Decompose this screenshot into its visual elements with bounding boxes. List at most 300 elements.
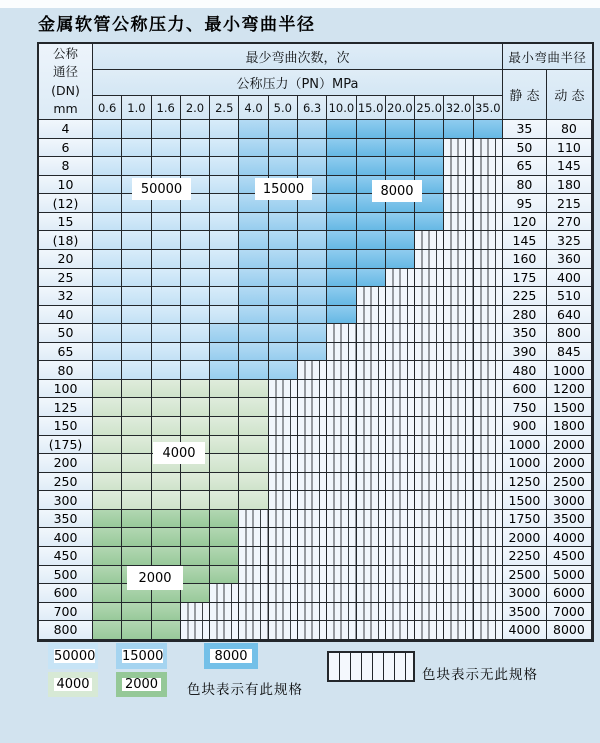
spec-cell bbox=[93, 176, 122, 195]
legend-swatch-8000 bbox=[204, 643, 258, 669]
spec-cell bbox=[93, 584, 122, 603]
spec-cell bbox=[181, 139, 210, 158]
no-spec-cell bbox=[386, 621, 415, 640]
no-spec-cell bbox=[386, 454, 415, 473]
no-spec-cell bbox=[239, 584, 268, 603]
spec-cell bbox=[93, 603, 122, 622]
spec-cell bbox=[386, 250, 415, 269]
legend-swatch-label: 8000 bbox=[210, 649, 252, 663]
spec-cell bbox=[122, 343, 151, 362]
dynamic-radius-cell: 4500 bbox=[547, 547, 592, 566]
no-spec-cell bbox=[269, 417, 298, 436]
static-radius-cell: 1000 bbox=[503, 454, 547, 473]
spec-cell bbox=[93, 287, 122, 306]
spec-cell bbox=[122, 510, 151, 529]
static-radius-cell: 160 bbox=[503, 250, 547, 269]
no-spec-cell bbox=[474, 584, 503, 603]
spec-cell bbox=[386, 194, 415, 213]
dynamic-radius-cell: 3000 bbox=[547, 491, 592, 510]
no-spec-cell bbox=[327, 380, 356, 399]
no-spec-cell bbox=[386, 566, 415, 585]
no-spec-cell bbox=[474, 176, 503, 195]
spec-cell bbox=[357, 213, 386, 232]
spec-cell bbox=[327, 306, 356, 325]
spec-cell bbox=[210, 194, 239, 213]
no-spec-cell bbox=[415, 436, 444, 455]
dn-cell: 350 bbox=[39, 510, 93, 529]
no-spec-cell bbox=[415, 231, 444, 250]
dynamic-radius-cell: 6000 bbox=[547, 584, 592, 603]
no-spec-cell bbox=[357, 306, 386, 325]
spec-cell bbox=[181, 287, 210, 306]
no-spec-cell bbox=[269, 584, 298, 603]
dynamic-radius-cell: 4000 bbox=[547, 528, 592, 547]
spec-cell bbox=[239, 250, 268, 269]
spec-cell bbox=[239, 417, 268, 436]
spec-cell bbox=[93, 157, 122, 176]
pressure-value-6.3: 6.3 bbox=[298, 96, 327, 120]
dn-cell: 500 bbox=[39, 566, 93, 585]
spec-cell bbox=[415, 139, 444, 158]
spec-cell bbox=[93, 380, 122, 399]
spec-cell bbox=[357, 194, 386, 213]
spec-cell bbox=[298, 231, 327, 250]
spec-cell bbox=[239, 176, 268, 195]
spec-cell bbox=[181, 547, 210, 566]
dynamic-radius-cell: 1000 bbox=[547, 361, 592, 380]
no-spec-cell bbox=[444, 436, 473, 455]
spec-cell bbox=[152, 269, 181, 288]
page-title: 金属软管公称压力、最小弯曲半径 bbox=[38, 15, 316, 35]
spec-cell bbox=[327, 287, 356, 306]
spec-cell bbox=[122, 454, 151, 473]
spec-cell bbox=[122, 603, 151, 622]
pressure-value-1.0: 1.0 bbox=[122, 96, 151, 120]
spec-cell bbox=[474, 120, 503, 139]
spec-cell bbox=[269, 343, 298, 362]
no-spec-cell bbox=[474, 194, 503, 213]
no-spec-cell bbox=[269, 398, 298, 417]
pressure-value-20.0: 20.0 bbox=[386, 96, 415, 120]
no-spec-cell bbox=[474, 566, 503, 585]
spec-cell bbox=[181, 176, 210, 195]
spec-cell bbox=[386, 213, 415, 232]
no-spec-cell bbox=[298, 454, 327, 473]
spec-cell bbox=[122, 213, 151, 232]
dn-cell: 150 bbox=[39, 417, 93, 436]
static-radius-cell: 1250 bbox=[503, 473, 547, 492]
spec-cell bbox=[327, 250, 356, 269]
no-spec-cell bbox=[444, 417, 473, 436]
pressure-value-2.0: 2.0 bbox=[181, 96, 210, 120]
static-radius-cell: 1000 bbox=[503, 436, 547, 455]
static-radius-cell: 2250 bbox=[503, 547, 547, 566]
spec-cell bbox=[210, 566, 239, 585]
dn-header-line: (DN) bbox=[51, 82, 80, 98]
spec-cell bbox=[122, 361, 151, 380]
spec-cell bbox=[239, 361, 268, 380]
no-spec-cell bbox=[327, 603, 356, 622]
spec-cell bbox=[122, 528, 151, 547]
spec-cell bbox=[269, 269, 298, 288]
spec-cell bbox=[386, 157, 415, 176]
spec-cell bbox=[269, 157, 298, 176]
static-radius-cell: 225 bbox=[503, 287, 547, 306]
spec-cell bbox=[239, 139, 268, 158]
static-radius-cell: 1500 bbox=[503, 491, 547, 510]
no-spec-cell bbox=[474, 287, 503, 306]
spec-cell bbox=[152, 584, 181, 603]
dn-cell: 10 bbox=[39, 176, 93, 195]
spec-cell bbox=[152, 417, 181, 436]
no-spec-cell bbox=[269, 473, 298, 492]
spec-cell bbox=[181, 213, 210, 232]
no-spec-cell bbox=[298, 380, 327, 399]
static-radius-cell: 390 bbox=[503, 343, 547, 362]
spec-cell bbox=[239, 157, 268, 176]
table-body bbox=[39, 120, 592, 640]
dynamic-radius-cell: 1500 bbox=[547, 398, 592, 417]
static-radius-cell: 4000 bbox=[503, 621, 547, 640]
dn-cell: 25 bbox=[39, 269, 93, 288]
spec-cell bbox=[415, 157, 444, 176]
no-spec-cell bbox=[357, 454, 386, 473]
no-spec-cell bbox=[357, 473, 386, 492]
dynamic-radius-cell: 215 bbox=[547, 194, 592, 213]
no-spec-cell bbox=[239, 528, 268, 547]
no-spec-cell bbox=[474, 473, 503, 492]
spec-cell bbox=[298, 120, 327, 139]
spec-cell bbox=[93, 139, 122, 158]
spec-cell bbox=[239, 306, 268, 325]
spec-cell bbox=[93, 194, 122, 213]
spec-cell bbox=[210, 231, 239, 250]
spec-cell bbox=[181, 584, 210, 603]
spec-cell bbox=[93, 324, 122, 343]
spec-cell bbox=[181, 398, 210, 417]
static-radius-cell: 95 bbox=[503, 194, 547, 213]
no-spec-cell bbox=[474, 491, 503, 510]
no-spec-cell bbox=[181, 621, 210, 640]
no-spec-cell bbox=[386, 269, 415, 288]
dynamic-radius-cell: 640 bbox=[547, 306, 592, 325]
no-spec-cell bbox=[444, 306, 473, 325]
no-spec-cell bbox=[386, 287, 415, 306]
pressure-value-25.0: 25.0 bbox=[415, 96, 444, 120]
spec-cell bbox=[152, 194, 181, 213]
dn-cell: 20 bbox=[39, 250, 93, 269]
no-spec-cell bbox=[474, 417, 503, 436]
no-spec-cell bbox=[386, 361, 415, 380]
spec-cell bbox=[210, 287, 239, 306]
static-radius-cell: 2000 bbox=[503, 528, 547, 547]
static-radius-cell: 175 bbox=[503, 269, 547, 288]
no-spec-cell bbox=[386, 473, 415, 492]
no-spec-cell bbox=[444, 250, 473, 269]
spec-cell bbox=[122, 584, 151, 603]
spec-cell bbox=[210, 454, 239, 473]
spec-cell bbox=[152, 250, 181, 269]
spec-cell bbox=[122, 176, 151, 195]
spec-cell bbox=[152, 510, 181, 529]
dynamic-radius-cell: 8000 bbox=[547, 621, 592, 640]
dynamic-radius-cell: 510 bbox=[547, 287, 592, 306]
dn-header-line: 通径 bbox=[52, 64, 78, 80]
no-spec-cell bbox=[269, 380, 298, 399]
no-spec-cell bbox=[269, 603, 298, 622]
no-spec-cell bbox=[474, 361, 503, 380]
no-spec-cell bbox=[298, 361, 327, 380]
spec-cell bbox=[122, 547, 151, 566]
spec-cell bbox=[181, 120, 210, 139]
spec-cell bbox=[181, 436, 210, 455]
spec-cell bbox=[327, 176, 356, 195]
dn-cell: 65 bbox=[39, 343, 93, 362]
spec-cell bbox=[210, 176, 239, 195]
spec-cell bbox=[269, 194, 298, 213]
spec-cell bbox=[122, 621, 151, 640]
no-spec-cell bbox=[327, 528, 356, 547]
spec-cell bbox=[122, 491, 151, 510]
no-spec-cell bbox=[386, 380, 415, 399]
spec-cell bbox=[327, 269, 356, 288]
spec-cell bbox=[93, 120, 122, 139]
pressure-value-0.6: 0.6 bbox=[93, 96, 122, 120]
no-spec-cell bbox=[415, 343, 444, 362]
dn-column-header bbox=[39, 44, 93, 120]
spec-cell bbox=[93, 417, 122, 436]
spec-cell bbox=[93, 528, 122, 547]
no-spec-cell bbox=[474, 139, 503, 158]
no-spec-cell bbox=[327, 491, 356, 510]
spec-cell bbox=[122, 120, 151, 139]
no-spec-cell bbox=[444, 139, 473, 158]
spec-cell bbox=[298, 306, 327, 325]
no-spec-cell bbox=[357, 324, 386, 343]
no-spec-cell bbox=[386, 324, 415, 343]
no-spec-cell bbox=[269, 547, 298, 566]
spec-cell bbox=[210, 436, 239, 455]
spec-cell bbox=[181, 343, 210, 362]
dn-cell: 100 bbox=[39, 380, 93, 399]
no-spec-cell bbox=[357, 584, 386, 603]
static-radius-cell: 350 bbox=[503, 324, 547, 343]
no-spec-cell bbox=[444, 454, 473, 473]
spec-cell bbox=[122, 473, 151, 492]
no-spec-cell bbox=[415, 454, 444, 473]
spec-cell bbox=[93, 250, 122, 269]
no-spec-cell bbox=[210, 603, 239, 622]
spec-cell bbox=[269, 139, 298, 158]
spec-cell bbox=[93, 343, 122, 362]
no-spec-cell bbox=[327, 454, 356, 473]
no-spec-cell bbox=[444, 473, 473, 492]
no-spec-cell bbox=[327, 566, 356, 585]
static-radius-cell: 65 bbox=[503, 157, 547, 176]
no-spec-cell bbox=[327, 510, 356, 529]
spec-cell bbox=[152, 139, 181, 158]
spec-cell bbox=[181, 454, 210, 473]
no-spec-cell bbox=[269, 491, 298, 510]
static-radius-cell: 750 bbox=[503, 398, 547, 417]
no-spec-cell bbox=[327, 547, 356, 566]
spec-cell bbox=[239, 473, 268, 492]
legend-swatch-label: 2000 bbox=[122, 678, 161, 691]
spec-cell bbox=[327, 213, 356, 232]
dn-cell: 800 bbox=[39, 621, 93, 640]
no-spec-cell bbox=[298, 603, 327, 622]
no-spec-cell bbox=[415, 603, 444, 622]
dn-cell: 80 bbox=[39, 361, 93, 380]
no-spec-cell bbox=[415, 473, 444, 492]
spec-cell bbox=[152, 603, 181, 622]
no-spec-cell bbox=[444, 157, 473, 176]
spec-cell bbox=[181, 566, 210, 585]
spec-cell bbox=[357, 250, 386, 269]
spec-cell bbox=[122, 194, 151, 213]
spec-cell bbox=[298, 250, 327, 269]
spec-cell bbox=[415, 213, 444, 232]
spec-cell bbox=[93, 621, 122, 640]
spec-cell bbox=[415, 176, 444, 195]
spec-cell bbox=[152, 213, 181, 232]
no-spec-cell bbox=[298, 528, 327, 547]
spec-cell bbox=[93, 510, 122, 529]
dn-cell: (12) bbox=[39, 194, 93, 213]
legend-swatch-50000 bbox=[48, 643, 98, 669]
spec-cell bbox=[152, 306, 181, 325]
no-spec-cell bbox=[357, 361, 386, 380]
dynamic-radius-cell: 110 bbox=[547, 139, 592, 158]
no-spec-cell bbox=[269, 436, 298, 455]
static-radius-cell: 80 bbox=[503, 176, 547, 195]
dn-header-line: mm bbox=[53, 100, 78, 116]
spec-cell bbox=[298, 287, 327, 306]
spec-cell bbox=[181, 510, 210, 529]
no-spec-cell bbox=[357, 547, 386, 566]
no-spec-cell bbox=[210, 621, 239, 640]
no-spec-cell bbox=[357, 528, 386, 547]
spec-cell bbox=[93, 231, 122, 250]
static-radius-cell: 145 bbox=[503, 231, 547, 250]
dynamic-radius-cell: 1800 bbox=[547, 417, 592, 436]
no-spec-cell bbox=[415, 547, 444, 566]
spec-cell bbox=[181, 417, 210, 436]
spec-cell bbox=[181, 269, 210, 288]
dynamic-radius-cell: 145 bbox=[547, 157, 592, 176]
no-spec-cell bbox=[415, 584, 444, 603]
spec-cell bbox=[122, 566, 151, 585]
spec-cell bbox=[152, 528, 181, 547]
no-spec-cell bbox=[474, 528, 503, 547]
no-spec-cell bbox=[474, 306, 503, 325]
no-spec-cell bbox=[415, 528, 444, 547]
no-spec-cell bbox=[444, 603, 473, 622]
spec-cell bbox=[357, 231, 386, 250]
spec-cell bbox=[386, 139, 415, 158]
spec-cell bbox=[210, 380, 239, 399]
spec-cell bbox=[152, 436, 181, 455]
no-spec-cell bbox=[444, 547, 473, 566]
spec-cell bbox=[298, 343, 327, 362]
legend-swatch-label: 4000 bbox=[54, 678, 92, 691]
spec-cell bbox=[298, 194, 327, 213]
no-spec-cell bbox=[474, 621, 503, 640]
no-spec-cell bbox=[239, 510, 268, 529]
no-spec-cell bbox=[415, 566, 444, 585]
no-spec-cell bbox=[269, 454, 298, 473]
spec-cell bbox=[122, 417, 151, 436]
table-header bbox=[39, 44, 592, 120]
dynamic-radius-cell: 5000 bbox=[547, 566, 592, 585]
no-spec-cell bbox=[269, 510, 298, 529]
spec-cell bbox=[181, 231, 210, 250]
no-spec-cell bbox=[474, 269, 503, 288]
spec-cell bbox=[239, 324, 268, 343]
spec-cell bbox=[181, 361, 210, 380]
spec-cell bbox=[327, 194, 356, 213]
no-spec-cell bbox=[327, 436, 356, 455]
no-spec-cell bbox=[474, 510, 503, 529]
no-spec-cell bbox=[415, 287, 444, 306]
spec-cell bbox=[210, 157, 239, 176]
spec-cell bbox=[93, 547, 122, 566]
spec-cell bbox=[239, 231, 268, 250]
spec-cell bbox=[93, 306, 122, 325]
dn-cell: 32 bbox=[39, 287, 93, 306]
spec-cell bbox=[239, 343, 268, 362]
spec-cell bbox=[327, 139, 356, 158]
dynamic-radius-cell: 3500 bbox=[547, 510, 592, 529]
no-spec-cell bbox=[269, 621, 298, 640]
spec-cell bbox=[210, 398, 239, 417]
spec-cell bbox=[210, 510, 239, 529]
spec-cell bbox=[239, 287, 268, 306]
spec-cell bbox=[152, 176, 181, 195]
spec-cell bbox=[93, 454, 122, 473]
legend-has-spec-note: 色块表示有此规格 bbox=[187, 682, 303, 698]
spec-cell bbox=[152, 454, 181, 473]
no-spec-cell bbox=[474, 157, 503, 176]
no-spec-cell bbox=[327, 324, 356, 343]
spec-cell bbox=[298, 213, 327, 232]
dynamic-radius-cell: 1200 bbox=[547, 380, 592, 399]
no-spec-cell bbox=[357, 343, 386, 362]
dynamic-radius-cell: 325 bbox=[547, 231, 592, 250]
static-radius-cell: 35 bbox=[503, 120, 547, 139]
no-spec-cell bbox=[357, 491, 386, 510]
spec-cell bbox=[122, 157, 151, 176]
no-spec-cell bbox=[415, 324, 444, 343]
no-spec-cell bbox=[444, 176, 473, 195]
no-spec-cell bbox=[357, 287, 386, 306]
spec-cell bbox=[210, 528, 239, 547]
dynamic-radius-cell: 360 bbox=[547, 250, 592, 269]
spec-cell bbox=[93, 436, 122, 455]
no-spec-cell bbox=[474, 454, 503, 473]
legend-swatch-4000 bbox=[48, 672, 98, 697]
no-spec-cell bbox=[357, 398, 386, 417]
dn-cell: 15 bbox=[39, 213, 93, 232]
no-spec-cell bbox=[269, 528, 298, 547]
no-spec-cell bbox=[444, 343, 473, 362]
spec-cell bbox=[269, 306, 298, 325]
dn-cell: 125 bbox=[39, 398, 93, 417]
legend-no-spec-note: 色块表示无此规格 bbox=[422, 667, 538, 683]
spec-cell bbox=[152, 361, 181, 380]
spec-cell bbox=[152, 621, 181, 640]
spec-cell bbox=[210, 306, 239, 325]
